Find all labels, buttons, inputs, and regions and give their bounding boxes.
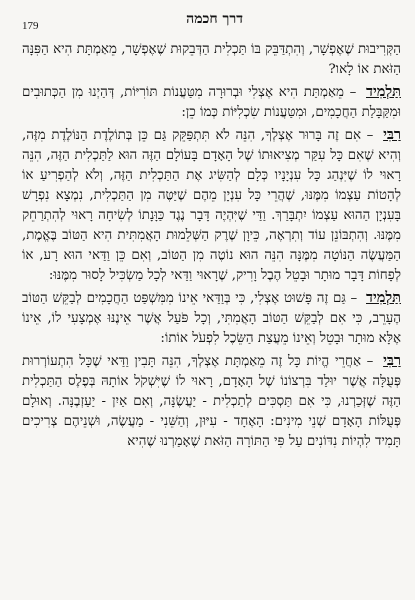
speaker-label: תַּלְמִיד [366, 289, 401, 306]
paragraph [22, 351, 401, 452]
body-text [22, 40, 401, 452]
paragraph-text: – מֵאַמְתַּת הִיא אֶצְלִי וּבְרוּרָה מִטַּעֲנוֹת תּוֹרִיּוֹת, דְּהַיְנוּ מִן הַכְּתוּבִים וּמִקַּבָּלַת הַחֲכָמִים, וּמִטַּעֲנוֹת שִׂכְלִיּוֹת כְּמוֹ כֵן: [22, 85, 401, 120]
page-number: 179 [22, 20, 39, 32]
speaker-label: תַּלְמִיד [366, 83, 401, 100]
paragraph-text: הַקְּרִיבוּת שֶׁאֶפְשָׁר, וְהִתְדַּבֵּק בּוֹ תַּכְלִית הַדְּבֵקוּת שֶׁאֶפְשָׁר, מֵאַמְתָּת הִיא הַפִּנָּה הַזֹּאת אוֹ לָאו? [22, 42, 401, 77]
speaker-label: רַבִּי [383, 126, 401, 143]
paragraph [22, 125, 401, 286]
page-header [22, 8, 393, 30]
paragraph [22, 82, 401, 123]
paragraph-text: – גַּם זֶה פָּשׁוּט אֶצְלִי, כִּי בְּוַדַּאי אֵינוֹ מִמִּשְׁפַּט הַחֲכָמִים לְבַקֵּשׁ הַטּוֹב הֶעָרֵב, כִּי אִם לְבַקֵּשׁ הַטּוֹב הָאֲמִתִּי, וְכָל פֹּעַל אֲשֶׁר אֵינֶנּוּ אֶמְצָעִי לוֹ, אֵינוֹ אֶלָּא מוּתָר וּבָטֵל וְאֵינוֹ מֵעֲצַת הַשֵּׂכֶל לִפְעֹל אוֹתוֹ: [22, 291, 401, 346]
running-title: דרך חכמה [186, 10, 243, 27]
paragraph [22, 288, 401, 349]
paragraph-text: – אַחֲרֵי הֱיוֹת כָּל זֶה מֵאַמְתָּת אֶצְלְךָ, הִנֵּה תָּבִין וַדַּאי שֶׁכָּל הִתְעוֹרְרוּת פְּעֻלָּה אֲשֶׁר יוּלַד בִּרְצוֹנוֹ שֶׁל הָאָדָם, רָאוּי לוֹ שֶׁיִּשְׁקֹל אוֹתָהּ בְּפֶלֶס הַתַּכְלִית הַזֶּה שֶׁזְּכַרְנוּ, כִּי אִם תַּסְכִּים לְתַכְלִית - יַעֲשֶׂנָּה, וְאִם אַיִן - יַעַזְבֶנָּה. וְאוּלָם פְּעֻלּוֹת הָאָדָם שְׁנֵי מִינִים: הָאֶחָד - עִיּוּן, וְהַשֵּׁנִי - מַעֲשֶׂה, וּשְׁנֵיהֶם צְרִיכִים תָּמִיד לִהְיוֹת נִדּוֹנִים עַל פִּי הַתּוֹרָה הַזֹּאת שֶׁאָמַרְנוּ שֶׁהִיא [22, 354, 401, 449]
speaker-label: רַבִּי [383, 352, 401, 369]
paragraph-text: – אִם זֶה בָּרוּר אֶצְלְךָ, הִנֵּה לֹא תִּתְפַּקֵּק גַּם כֵּן בְּתוֹלֶדֶת הַנּוֹלֶדֶת מִזֶּה, וְהִיא שֶׁאִם כָּל עִקַּר מְצִיאוּתוֹ שֶׁל הָאָדָם בָּעוֹלָם הַזֶּה הוּא לַתַּכְלִית הַזֶּה, הִנֵּה רָאוּי לוֹ שֶׁיִּנְהַג כָּל עִנְיָנָיו כְּלָם לְהַשִּׂיג אֶת הַתַּכְלִית הַזֶּה, וְלֹא לְהַפְרִיעַ אוֹ לְהָטוֹת עַצְמוֹ מִמֶּנּוּ, שֶׁהֲרֵי כָּל עִנְיָן מֵהֶם שֶׁיַּטֶּה מִן הַתַּכְלִית, נִמְצָא נִפְרָשׁ בָּעִנְיָן הַהוּא עַצְמוֹ יִתְבָּרַךְ. וַדַּי שֶׁיִּהְיֶה דָּבָר נֶגֶד כַּוָּנָתוֹ לְשִׂיחָה רָאוּי לְהִתְרַחֵק מִמֶּנּוּ. וְהִתְבּוֹנֵן עוֹד וְתִרְאֶה, כֵּיוָן שֶׁרֶק הַשְּׁלֵמוּת הָאֲמִתִּית הִיא הַטּוֹב בֶּאֱמֶת, הַמַּעֲשֶׂה הַנּוֹטָה מִמֶּנָּה הִנֵּה הוּא נוֹטֶה מִן הַטּוֹב, וְאִם כֵּן וַדַּאי הוּא רָע, אוֹ לְפָחוֹת דָּבָר מוּתָר וּבָטֵל הֶבֶל וָרִיק, שֶׁרָאוּי וַדַּאי לְכָל מַשְׂכִּיל לָסוּר מִמֶּנּוּ: [22, 128, 401, 283]
paragraph [22, 40, 401, 80]
